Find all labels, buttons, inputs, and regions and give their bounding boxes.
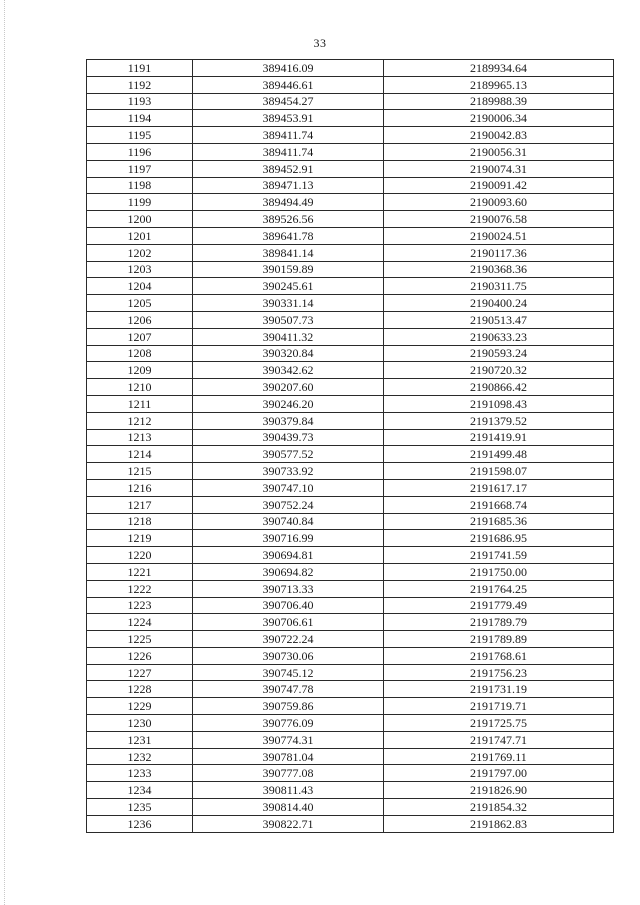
point-number-cell: 1236	[87, 815, 193, 832]
x-coordinate-cell: 390777.08	[193, 765, 384, 782]
point-number-cell: 1214	[87, 446, 193, 463]
y-coordinate-cell: 2191499.48	[384, 446, 614, 463]
x-coordinate-cell: 390733.92	[193, 463, 384, 480]
y-coordinate-cell: 2190076.58	[384, 211, 614, 228]
x-coordinate-cell: 390694.82	[193, 563, 384, 580]
x-coordinate-cell: 390246.20	[193, 395, 384, 412]
x-coordinate-cell: 390577.52	[193, 446, 384, 463]
x-coordinate-cell: 389641.78	[193, 227, 384, 244]
y-coordinate-cell: 2191379.52	[384, 412, 614, 429]
point-number-cell: 1217	[87, 496, 193, 513]
point-number-cell: 1203	[87, 261, 193, 278]
x-coordinate-cell: 389452.91	[193, 160, 384, 177]
point-number-cell: 1202	[87, 244, 193, 261]
point-number-cell: 1191	[87, 60, 193, 77]
y-coordinate-cell: 2191668.74	[384, 496, 614, 513]
table-row	[87, 782, 614, 799]
table-row	[87, 227, 614, 244]
x-coordinate-cell: 390745.12	[193, 664, 384, 681]
y-coordinate-cell: 2190042.83	[384, 127, 614, 144]
table-row	[87, 127, 614, 144]
y-coordinate-cell: 2191741.59	[384, 547, 614, 564]
point-number-cell: 1193	[87, 93, 193, 110]
y-coordinate-cell: 2191769.11	[384, 748, 614, 765]
x-coordinate-cell: 390507.73	[193, 311, 384, 328]
table-row	[87, 379, 614, 396]
point-number-cell: 1232	[87, 748, 193, 765]
point-number-cell: 1221	[87, 563, 193, 580]
point-number-cell: 1207	[87, 328, 193, 345]
table-row	[87, 244, 614, 261]
table-row	[87, 429, 614, 446]
table-row	[87, 60, 614, 77]
table-row	[87, 580, 614, 597]
x-coordinate-cell: 390713.33	[193, 580, 384, 597]
y-coordinate-cell: 2191419.91	[384, 429, 614, 446]
point-number-cell: 1223	[87, 597, 193, 614]
table-row	[87, 160, 614, 177]
point-number-cell: 1225	[87, 631, 193, 648]
point-number-cell: 1228	[87, 681, 193, 698]
scan-edge-line	[4, 0, 5, 905]
y-coordinate-cell: 2191747.71	[384, 731, 614, 748]
x-coordinate-cell: 389411.74	[193, 143, 384, 160]
table-row	[87, 362, 614, 379]
y-coordinate-cell: 2189934.64	[384, 60, 614, 77]
page-number: 33	[313, 36, 327, 50]
table-row	[87, 496, 614, 513]
point-number-cell: 1195	[87, 127, 193, 144]
x-coordinate-cell: 390159.89	[193, 261, 384, 278]
y-coordinate-cell: 2191731.19	[384, 681, 614, 698]
y-coordinate-cell: 2191768.61	[384, 647, 614, 664]
y-coordinate-cell: 2191756.23	[384, 664, 614, 681]
point-number-cell: 1231	[87, 731, 193, 748]
y-coordinate-cell: 2191617.17	[384, 479, 614, 496]
table-row	[87, 345, 614, 362]
x-coordinate-cell: 389471.13	[193, 177, 384, 194]
point-number-cell: 1224	[87, 614, 193, 631]
x-coordinate-cell: 390379.84	[193, 412, 384, 429]
table-row	[87, 295, 614, 312]
table-row	[87, 748, 614, 765]
x-coordinate-cell: 390439.73	[193, 429, 384, 446]
y-coordinate-cell: 2191725.75	[384, 715, 614, 732]
x-coordinate-cell: 390752.24	[193, 496, 384, 513]
point-number-cell: 1234	[87, 782, 193, 799]
table-row	[87, 614, 614, 631]
x-coordinate-cell: 390331.14	[193, 295, 384, 312]
x-coordinate-cell: 390207.60	[193, 379, 384, 396]
point-number-cell: 1216	[87, 479, 193, 496]
x-coordinate-cell: 390320.84	[193, 345, 384, 362]
y-coordinate-cell: 2190368.36	[384, 261, 614, 278]
point-number-cell: 1198	[87, 177, 193, 194]
point-number-cell: 1197	[87, 160, 193, 177]
x-coordinate-cell: 390740.84	[193, 513, 384, 530]
y-coordinate-cell: 2190311.75	[384, 278, 614, 295]
point-number-cell: 1213	[87, 429, 193, 446]
table-row	[87, 328, 614, 345]
point-number-cell: 1229	[87, 698, 193, 715]
table-row	[87, 799, 614, 816]
point-number-cell: 1210	[87, 379, 193, 396]
y-coordinate-cell: 2191826.90	[384, 782, 614, 799]
x-coordinate-cell: 390342.62	[193, 362, 384, 379]
y-coordinate-cell: 2191719.71	[384, 698, 614, 715]
x-coordinate-cell: 389526.56	[193, 211, 384, 228]
table-row	[87, 698, 614, 715]
x-coordinate-cell: 389446.61	[193, 76, 384, 93]
point-number-cell: 1204	[87, 278, 193, 295]
y-coordinate-cell: 2189965.13	[384, 76, 614, 93]
y-coordinate-cell: 2190091.42	[384, 177, 614, 194]
x-coordinate-cell: 390774.31	[193, 731, 384, 748]
y-coordinate-cell: 2191862.83	[384, 815, 614, 832]
x-coordinate-cell: 390706.40	[193, 597, 384, 614]
x-coordinate-cell: 390747.78	[193, 681, 384, 698]
table-row	[87, 177, 614, 194]
table-row	[87, 463, 614, 480]
point-number-cell: 1205	[87, 295, 193, 312]
point-number-cell: 1227	[87, 664, 193, 681]
table-row	[87, 194, 614, 211]
point-number-cell: 1192	[87, 76, 193, 93]
point-number-cell: 1219	[87, 530, 193, 547]
x-coordinate-cell: 389453.91	[193, 110, 384, 127]
point-number-cell: 1211	[87, 395, 193, 412]
x-coordinate-cell: 390822.71	[193, 815, 384, 832]
table-row	[87, 513, 614, 530]
table-row	[87, 547, 614, 564]
table-row	[87, 664, 614, 681]
table-row	[87, 597, 614, 614]
point-number-cell: 1235	[87, 799, 193, 816]
point-number-cell: 1196	[87, 143, 193, 160]
table-row	[87, 261, 614, 278]
y-coordinate-cell: 2190006.34	[384, 110, 614, 127]
table-row	[87, 530, 614, 547]
table-row	[87, 765, 614, 782]
y-coordinate-cell: 2191797.00	[384, 765, 614, 782]
y-coordinate-cell: 2190024.51	[384, 227, 614, 244]
table-row	[87, 479, 614, 496]
y-coordinate-cell: 2191764.25	[384, 580, 614, 597]
table-row	[87, 412, 614, 429]
point-number-cell: 1220	[87, 547, 193, 564]
table-row	[87, 815, 614, 832]
point-number-cell: 1208	[87, 345, 193, 362]
y-coordinate-cell: 2191686.95	[384, 530, 614, 547]
x-coordinate-cell: 389454.27	[193, 93, 384, 110]
x-coordinate-cell: 390730.06	[193, 647, 384, 664]
point-number-cell: 1212	[87, 412, 193, 429]
point-number-cell: 1230	[87, 715, 193, 732]
point-number-cell: 1206	[87, 311, 193, 328]
x-coordinate-cell: 390776.09	[193, 715, 384, 732]
point-number-cell: 1199	[87, 194, 193, 211]
table-row	[87, 311, 614, 328]
x-coordinate-cell: 390411.32	[193, 328, 384, 345]
x-coordinate-cell: 390814.40	[193, 799, 384, 816]
x-coordinate-cell: 390716.99	[193, 530, 384, 547]
point-number-cell: 1226	[87, 647, 193, 664]
table-row	[87, 395, 614, 412]
y-coordinate-cell: 2189988.39	[384, 93, 614, 110]
y-coordinate-cell: 2190720.32	[384, 362, 614, 379]
table-row	[87, 211, 614, 228]
y-coordinate-cell: 2191789.89	[384, 631, 614, 648]
y-coordinate-cell: 2190056.31	[384, 143, 614, 160]
coordinate-table-body	[87, 60, 614, 833]
table-row	[87, 681, 614, 698]
x-coordinate-cell: 389416.09	[193, 60, 384, 77]
y-coordinate-cell: 2190074.31	[384, 160, 614, 177]
y-coordinate-cell: 2191789.79	[384, 614, 614, 631]
table-row	[87, 143, 614, 160]
y-coordinate-cell: 2191685.36	[384, 513, 614, 530]
x-coordinate-cell: 390747.10	[193, 479, 384, 496]
table-row	[87, 76, 614, 93]
y-coordinate-cell: 2190866.42	[384, 379, 614, 396]
table-row	[87, 278, 614, 295]
x-coordinate-cell: 390245.61	[193, 278, 384, 295]
x-coordinate-cell: 390694.81	[193, 547, 384, 564]
point-number-cell: 1201	[87, 227, 193, 244]
y-coordinate-cell: 2191779.49	[384, 597, 614, 614]
table-row	[87, 93, 614, 110]
coordinate-table	[86, 59, 614, 833]
point-number-cell: 1222	[87, 580, 193, 597]
y-coordinate-cell: 2191750.00	[384, 563, 614, 580]
y-coordinate-cell: 2190513.47	[384, 311, 614, 328]
table-row	[87, 647, 614, 664]
table-row	[87, 563, 614, 580]
y-coordinate-cell: 2190093.60	[384, 194, 614, 211]
x-coordinate-cell: 390759.86	[193, 698, 384, 715]
y-coordinate-cell: 2190593.24	[384, 345, 614, 362]
point-number-cell: 1218	[87, 513, 193, 530]
x-coordinate-cell: 390706.61	[193, 614, 384, 631]
y-coordinate-cell: 2190633.23	[384, 328, 614, 345]
table-row	[87, 446, 614, 463]
point-number-cell: 1194	[87, 110, 193, 127]
table-row	[87, 715, 614, 732]
x-coordinate-cell: 389411.74	[193, 127, 384, 144]
y-coordinate-cell: 2190400.24	[384, 295, 614, 312]
point-number-cell: 1233	[87, 765, 193, 782]
x-coordinate-cell: 389494.49	[193, 194, 384, 211]
table-row	[87, 731, 614, 748]
y-coordinate-cell: 2191098.43	[384, 395, 614, 412]
point-number-cell: 1209	[87, 362, 193, 379]
x-coordinate-cell: 390722.24	[193, 631, 384, 648]
table-row	[87, 631, 614, 648]
y-coordinate-cell: 2191598.07	[384, 463, 614, 480]
point-number-cell: 1200	[87, 211, 193, 228]
x-coordinate-cell: 390781.04	[193, 748, 384, 765]
y-coordinate-cell: 2191854.32	[384, 799, 614, 816]
x-coordinate-cell: 390811.43	[193, 782, 384, 799]
y-coordinate-cell: 2190117.36	[384, 244, 614, 261]
point-number-cell: 1215	[87, 463, 193, 480]
x-coordinate-cell: 389841.14	[193, 244, 384, 261]
table-row	[87, 110, 614, 127]
